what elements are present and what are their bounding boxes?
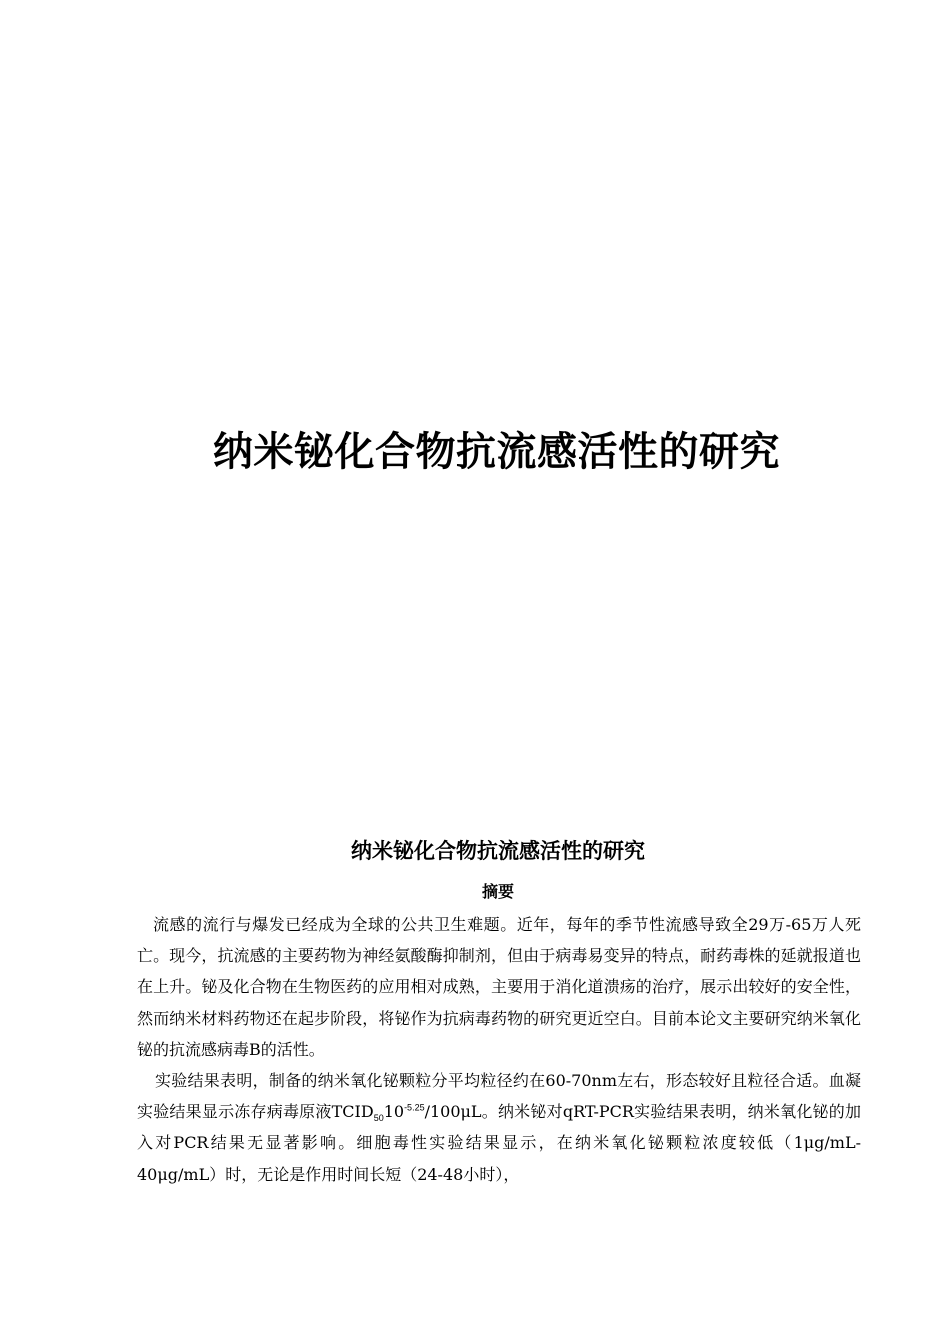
cover-title: 纳米铋化合物抗流感活性的研究 [213,429,780,475]
abstract-paragraph-2 [137,1065,861,1190]
abstract-body [137,909,861,1190]
abstract-heading: 摘要 [481,882,514,901]
abstract-title: 纳米铋化合物抗流感活性的研究 [351,839,645,863]
tcid-base: 10 [383,1102,405,1122]
tcid-exponent: -5.25 [404,1102,425,1113]
paragraph-2-text-end: /100μL。纳米铋对qRT-PCR实验结果表明，纳米氧化铋的加入对PCR结果无显著影响。细胞毒性实验结果显示，在纳米氧化铋颗粒浓度较低（1μg/mL-40μg/mL）时，无论是作用时间长短（24-48小时）， [137,1102,861,1184]
paragraph-2-text-start: 实验结果表明，制备的纳米氧化铋颗粒分平均粒径约在60-70nm左右，形态较好且粒径合适。血凝实验结果显示冻存病毒原液TCID [137,1071,861,1122]
abstract-paragraph-1: 流感的流行与爆发已经成为全球的公共卫生难题。近年，每年的季节性流感导致全29万-65万人死亡。现今，抗流感的主要药物为神经氨酸酶抑制剂，但由于病毒易变异的特点，耐药毒株的延就报道也在上升。铋及化合物在生物医药的应用相对成熟，主要用于消化道溃疡的治疗，展示出较好的安全性，然而纳米材料药物还在起步阶段，将铋作为抗病毒药物的研究更近空白。目前本论文主要研究纳米氧化铋的抗流感病毒B的活性。 [137,915,861,1059]
tcid-subscript: 50 [373,1113,384,1124]
